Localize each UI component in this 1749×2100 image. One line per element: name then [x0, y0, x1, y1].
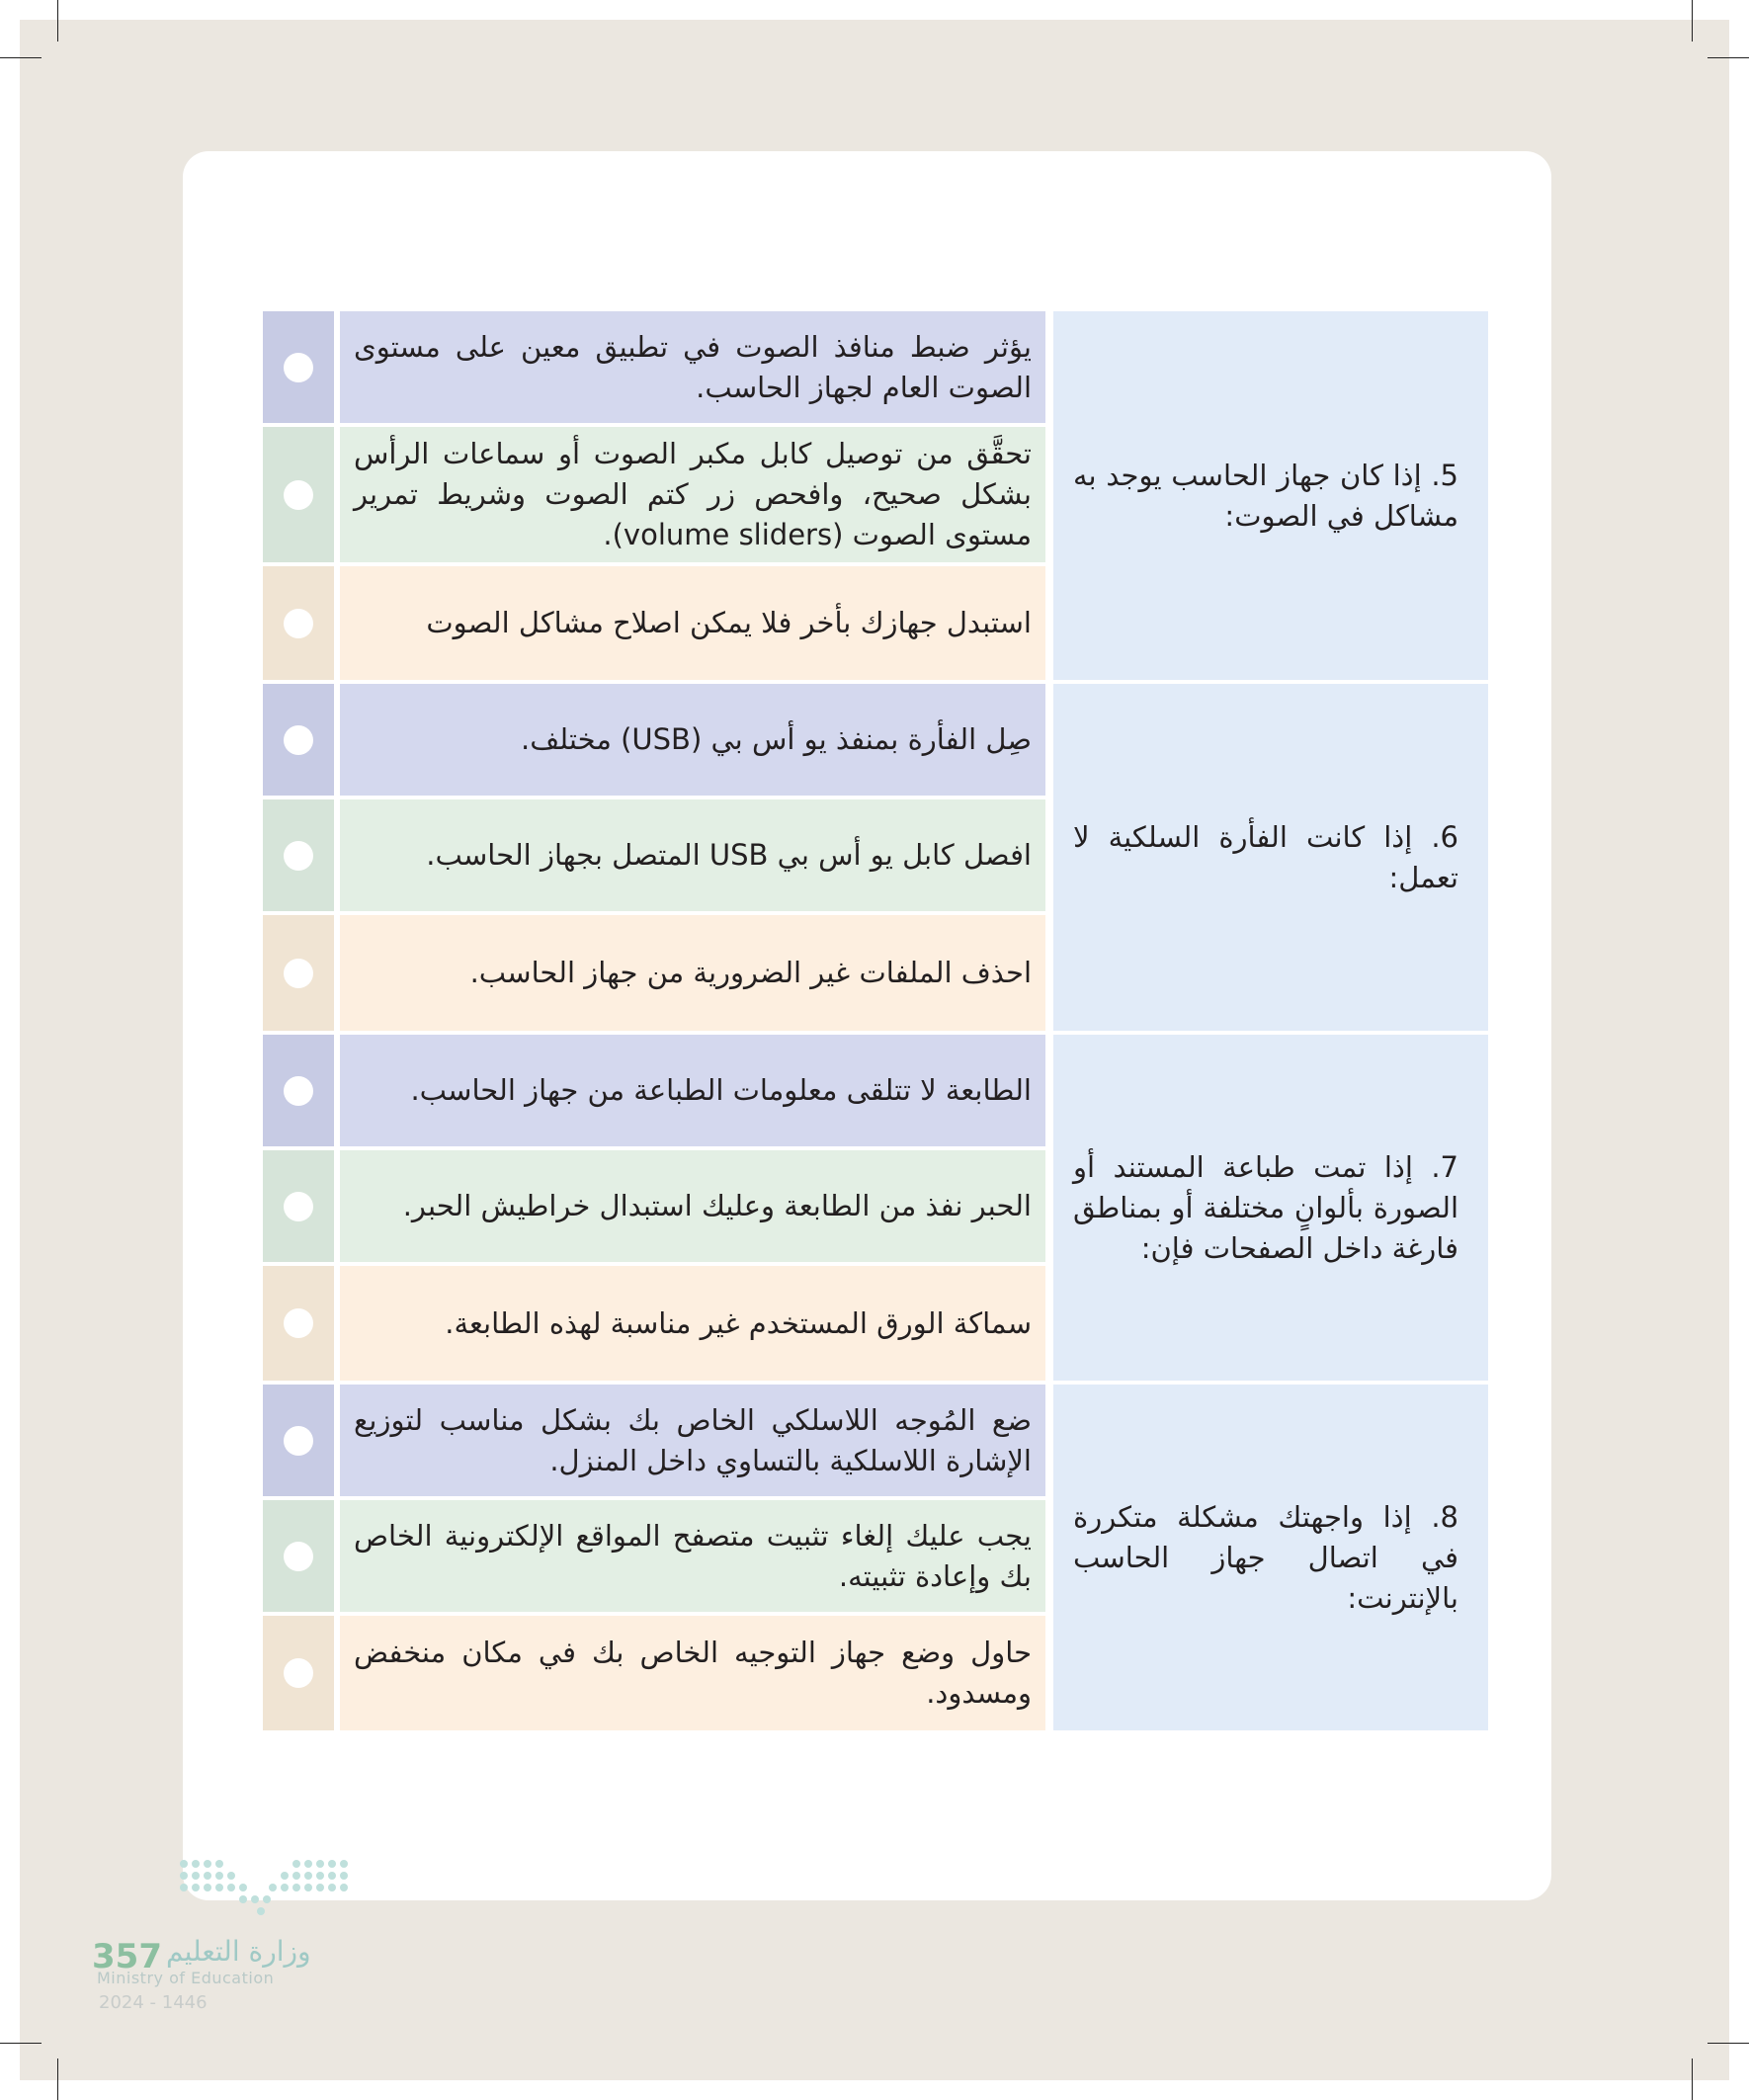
option-text-cell	[340, 1035, 1045, 1146]
radio-button[interactable]	[284, 1426, 313, 1456]
option-text: ضع المُوجه اللاسلكي الخاص بك بشكل مناسب لتوزيع الإشارة اللاسلكية بالتساوي داخل المنزل.	[354, 1402, 1032, 1477]
crop-mark	[1692, 0, 1693, 42]
question-text: 6. إذا كانت الفأرة السلكية لا تعمل:	[1073, 819, 1458, 894]
radio-button[interactable]	[284, 353, 313, 382]
radio-button[interactable]	[284, 1308, 313, 1338]
option-text: صِل الفأرة بمنفذ يو أس بي (USB) مختلف.	[521, 722, 1032, 756]
option-text: سماكة الورق المستخدم غير مناسبة لهذه الطابعة.	[445, 1305, 1032, 1340]
option-row[interactable]	[263, 566, 1045, 680]
crop-mark	[57, 2058, 58, 2100]
option-row[interactable]	[263, 311, 1045, 423]
question-group-5	[263, 311, 1488, 680]
option-text-cell	[340, 1616, 1045, 1730]
option-text-cell	[340, 915, 1045, 1031]
option-radio-cell[interactable]	[263, 684, 334, 796]
option-text-cell	[340, 427, 1045, 562]
option-text-cell	[340, 1150, 1045, 1262]
page-border-bottom	[0, 2080, 1749, 2100]
crop-mark	[1692, 2058, 1693, 2100]
option-text: يؤثر ضبط منافذ الصوت في تطبيق معين على مستوى الصوت العام لجهاز الحاسب.	[354, 329, 1032, 404]
crop-mark	[1707, 2043, 1749, 2044]
ministry-name-arabic: وزارة التعليم	[166, 1935, 311, 1968]
question-text: 5. إذا كان جهاز الحاسب يوجد به مشاكل في الصوت:	[1073, 458, 1458, 533]
option-radio-cell[interactable]	[263, 566, 334, 680]
radio-button[interactable]	[284, 480, 313, 510]
option-text-cell	[340, 799, 1045, 911]
radio-button[interactable]	[284, 1542, 313, 1571]
option-row[interactable]	[263, 799, 1045, 911]
option-radio-cell[interactable]	[263, 915, 334, 1031]
option-radio-cell[interactable]	[263, 799, 334, 911]
ministry-name-english: Ministry of Education	[97, 1969, 275, 1987]
option-radio-cell[interactable]	[263, 1266, 334, 1381]
option-text-cell	[340, 1266, 1045, 1381]
radio-button[interactable]	[284, 1658, 313, 1688]
question-group-8	[263, 1385, 1488, 1730]
option-text: تحقَّق من توصيل كابل مكبر الصوت أو سماعات الرأس بشكل صحيح، وافحص زر كتم الصوت وشريط تمرير مستوى الصوت (volume sliders).	[354, 437, 1032, 551]
option-row[interactable]	[263, 1035, 1045, 1146]
ministry-logo-dots-icon	[178, 1858, 356, 1917]
page-border-left	[0, 0, 20, 2100]
option-radio-cell[interactable]	[263, 1616, 334, 1730]
question-group-6	[263, 684, 1488, 1031]
question-text-cell	[1053, 1035, 1488, 1381]
question-text: 8. إذا واجهتك مشكلة متكررة في اتصال جهاز الحاسب بالإنترنت:	[1073, 1499, 1458, 1615]
radio-button[interactable]	[284, 609, 313, 638]
option-radio-cell[interactable]	[263, 1385, 334, 1496]
option-text: حاول وضع جهاز التوجيه الخاص بك في مكان منخفض ومسدود.	[354, 1636, 1032, 1710]
option-text: احذف الملفات غير الضرورية من جهاز الحاسب.	[469, 956, 1032, 989]
question-text-cell	[1053, 684, 1488, 1031]
option-text-cell	[340, 1385, 1045, 1496]
option-row[interactable]	[263, 1500, 1045, 1612]
crop-mark	[57, 0, 58, 42]
radio-button[interactable]	[284, 1192, 313, 1221]
option-text: الطابعة لا تتلقى معلومات الطباعة من جهاز الحاسب.	[410, 1073, 1032, 1107]
option-text-cell	[340, 311, 1045, 423]
option-row[interactable]	[263, 915, 1045, 1031]
radio-button[interactable]	[284, 841, 313, 871]
page-border-top	[0, 0, 1749, 20]
option-text: استبدل جهازك بأخر فلا يمكن اصلاح مشاكل الصوت	[426, 606, 1032, 639]
question-text: 7. إذا تمت طباعة المستند أو الصورة بألوانٍ مختلفة أو بمناطق فارغة داخل الصفحات فإن:	[1073, 1149, 1458, 1265]
option-row[interactable]	[263, 1385, 1045, 1496]
edition-year: 2024 - 1446	[99, 1992, 208, 2013]
option-row[interactable]	[263, 427, 1045, 562]
option-radio-cell[interactable]	[263, 1500, 334, 1612]
option-row[interactable]	[263, 684, 1045, 796]
question-text-cell	[1053, 311, 1488, 680]
question-group-7	[263, 1035, 1488, 1381]
page-border-right	[1729, 0, 1749, 2100]
option-text-cell	[340, 684, 1045, 796]
option-radio-cell[interactable]	[263, 311, 334, 423]
radio-button[interactable]	[284, 1076, 313, 1106]
option-text: يجب عليك إلغاء تثبيت متصفح المواقع الإلكترونية الخاص بك وإعادة تثبيته.	[354, 1518, 1032, 1593]
crop-mark	[0, 57, 42, 58]
option-text-cell	[340, 1500, 1045, 1612]
crop-mark	[1707, 57, 1749, 58]
radio-button[interactable]	[284, 959, 313, 988]
radio-button[interactable]	[284, 725, 313, 755]
option-radio-cell[interactable]	[263, 1150, 334, 1262]
option-text: الحبر نفذ من الطابعة وعليك استبدال خراطيش الحبر.	[402, 1189, 1032, 1222]
page-number: 357	[92, 1937, 162, 1976]
option-text-cell	[340, 566, 1045, 680]
option-radio-cell[interactable]	[263, 427, 334, 562]
question-text-cell	[1053, 1385, 1488, 1730]
option-text: افصل كابل يو أس بي USB المتصل بجهاز الحاسب.	[426, 838, 1032, 872]
crop-mark	[0, 2043, 42, 2044]
option-row[interactable]	[263, 1266, 1045, 1381]
option-row[interactable]	[263, 1150, 1045, 1262]
option-radio-cell[interactable]	[263, 1035, 334, 1146]
option-row[interactable]	[263, 1616, 1045, 1730]
